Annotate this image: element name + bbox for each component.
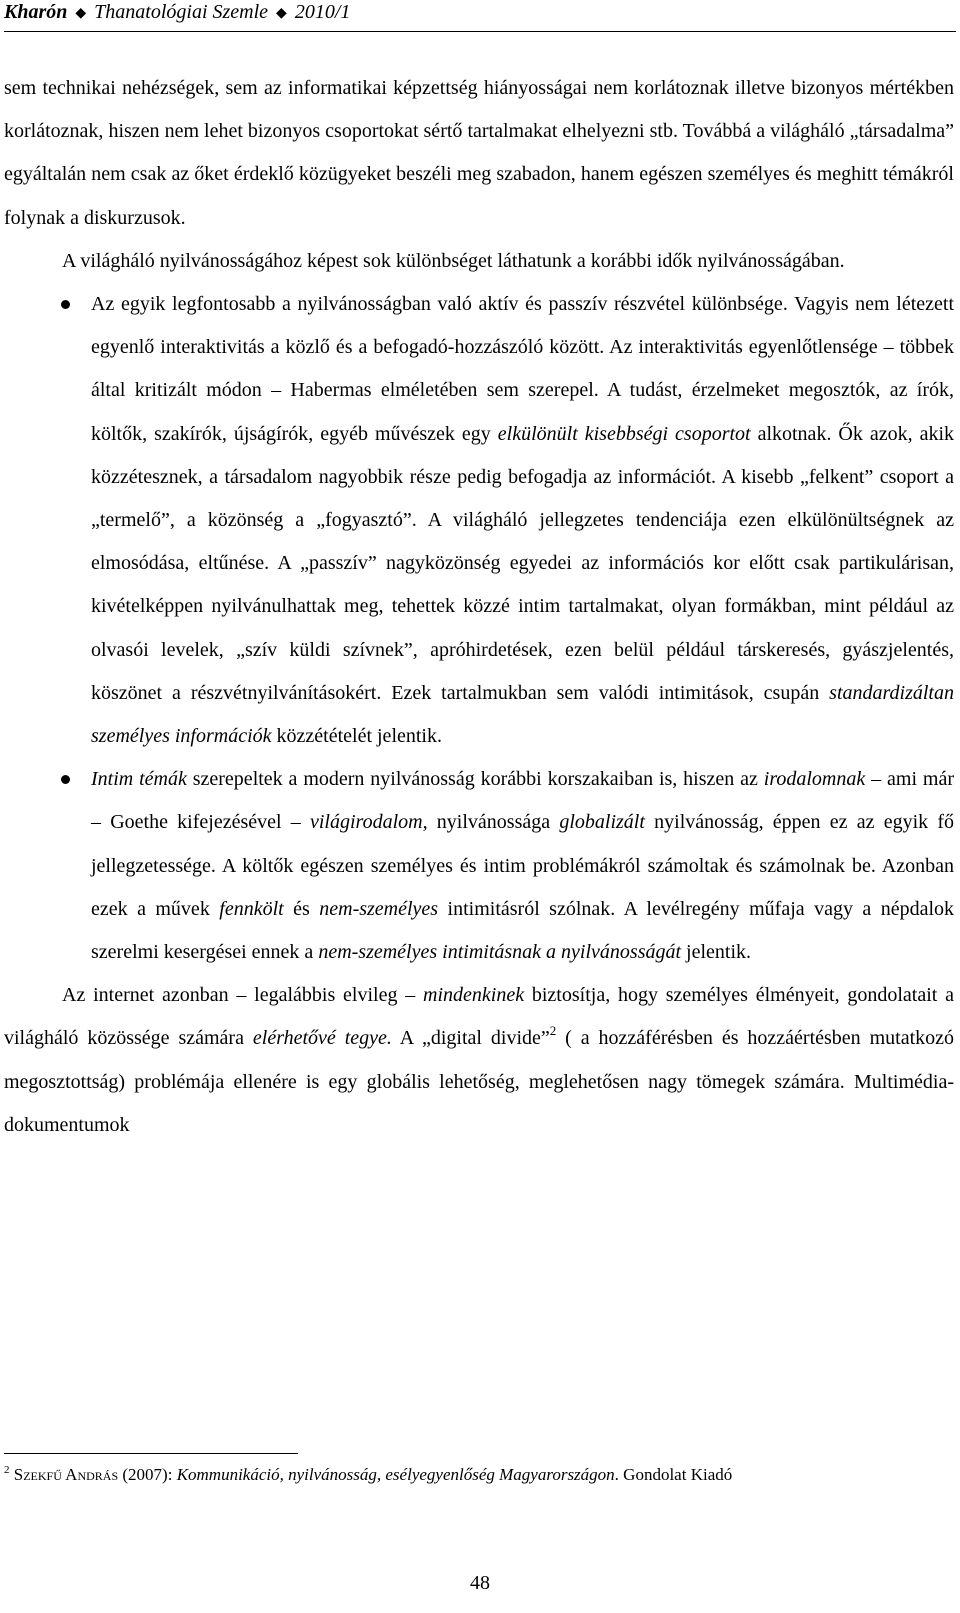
- italic-run: fennkölt: [219, 897, 284, 920]
- italic-run: nem-személyes: [319, 897, 439, 920]
- footnote-title: Kommunikáció, nyilvánosság, esélyegyenlőség Magyarországon: [176, 1465, 615, 1484]
- running-header: [4, 0, 956, 27]
- journal-subtitle: Thanatológiai Szemle: [94, 1, 269, 23]
- journal-issue: 2010/1: [294, 1, 351, 23]
- italic-run: elérhetővé tegye.: [252, 1027, 392, 1050]
- diamond-separator-icon: ◆: [75, 6, 87, 21]
- text-run: jelentik.: [681, 941, 752, 964]
- text-run: intimitásról szólnak. A levélregény műfaja vagy a népdalok szerelmi kesergései ennek a: [91, 897, 955, 964]
- bullet-list: [4, 283, 954, 974]
- text-run: közzétételét jelentik.: [271, 725, 442, 748]
- page-number: 48: [470, 1572, 490, 1594]
- paragraph: [4, 974, 954, 1147]
- journal-name: Kharón: [4, 1, 68, 23]
- italic-run: irodalomnak: [763, 768, 866, 791]
- footnote-number: 2: [4, 1464, 10, 1476]
- text-run: alkotnak. Ők azok, akik közzétesznek, a társadalom nagyobbik része pedig befogadja az információt. A kisebb „felkent” csoport a „termelő”, a közönség a „fogyasztó”. A világháló jellegzetes tendenciája ezen elkülönültségnek az elmosódása, eltűnése. A „passzív” nagyközönség egyedei az információs kor előtt csak partikulárisan, kivételképpen nyilvánulhattak meg, tehettek közzé intim tartalmakat, olyan formákban, mint például az olvasói levelek, „szív küldi szívnek”, apróhirdetések, ezen belül például társkeresés, gyászjelentés, köszönet a részvétnyilvánításokért. Ezek tartalmukban sem valódi intimitások, csupán: [91, 422, 955, 704]
- text-run: biztosítja, hogy személyes élményeit, gondolatait a világháló közössége számára: [4, 984, 954, 1050]
- text-run: A „digital divide”: [391, 1027, 550, 1050]
- body-text: [4, 67, 954, 1147]
- text-run: ( a hozzáférésben és hozzáértésben mutatkozó megosztottság) problémája ellenére is egy globális lehetőség, meglehetősen nagy tömegek számára. Multimédia-dokumentumok: [4, 1027, 955, 1136]
- italic-run: nem-személyes intimitásnak a nyilvánosságát: [318, 941, 682, 964]
- header-rule: [4, 31, 956, 32]
- footnote-reference[interactable]: 2: [549, 1023, 557, 1039]
- paragraph: [4, 67, 954, 240]
- bullet-icon: [61, 300, 70, 309]
- text-run: – ami már – Goethe kifejezésével –: [91, 768, 954, 834]
- paragraph-text: sem technikai nehézségek, sem az informatikai képzettség hiányosságai nem korlátoznak illetve bizonyos mértékben korlátoznak, hiszen nem lehet bizonyos csoportokat sértő tartalmakat elhelyezni stb. Továbbá a világháló „társadalma” egyáltalán nem csak az őket érdeklő közügyeket beszéli meg szabadon, hanem egészen személyes és meghitt témákról folynak a diskurzusok.: [4, 77, 954, 229]
- text-run: szerepeltek a modern nyilvánosság korábbi korszakaiban is, hiszen az: [186, 768, 764, 791]
- text-run: Az egyik legfontosabb a nyilvánosságban való aktív és passzív részvétel különbsége. Vagyis nem létezett egyenlő interaktivitás a közlő és a befogadó-hozzászóló között. Az interaktivitás egyenlőtlensége – többek által kritizált módon – Habermas elméletében sem szerepel. A tudást, érzelmeket megosztók, az írók, költők, szakírók, újságírók, egyéb művészek egy: [91, 293, 954, 445]
- italic-run: világirodalom,: [310, 811, 428, 834]
- footnote: [4, 1463, 954, 1487]
- footnote-year: (2007):: [118, 1465, 177, 1484]
- italic-run: globalizált: [559, 811, 645, 834]
- diamond-separator-icon: ◆: [276, 6, 287, 21]
- text-run: és: [283, 897, 320, 920]
- text-run: Az internet azonban – legalábbis elvileg –: [62, 984, 424, 1007]
- text-run: nyilvánossága: [427, 811, 560, 834]
- paragraph: [4, 240, 954, 283]
- footnote-publisher: . Gondolat Kiadó: [614, 1465, 733, 1484]
- footnote-rule: [4, 1453, 298, 1454]
- bullet-icon: [61, 775, 70, 784]
- text-run: nyilvánosság, éppen ez az egyik fő jellegzetessége. A költők egészen személyes és intim problémákról számoltak és számolnak be. Azonban ezek a művek: [91, 811, 954, 920]
- italic-run: mindenkinek: [423, 984, 525, 1007]
- italic-run: Intim témák: [91, 768, 187, 791]
- italic-run: standardizáltan személyes információk: [91, 681, 954, 748]
- list-item: [4, 758, 954, 974]
- list-item: [4, 283, 954, 758]
- paragraph-text: A világháló nyilvánosságához képest sok különbséget láthatunk a korábbi idők nyilvánosságában.: [62, 249, 845, 272]
- italic-run: elkülönült kisebbségi csoportot: [497, 422, 751, 445]
- footnote-author: Szekfű András: [13, 1465, 119, 1484]
